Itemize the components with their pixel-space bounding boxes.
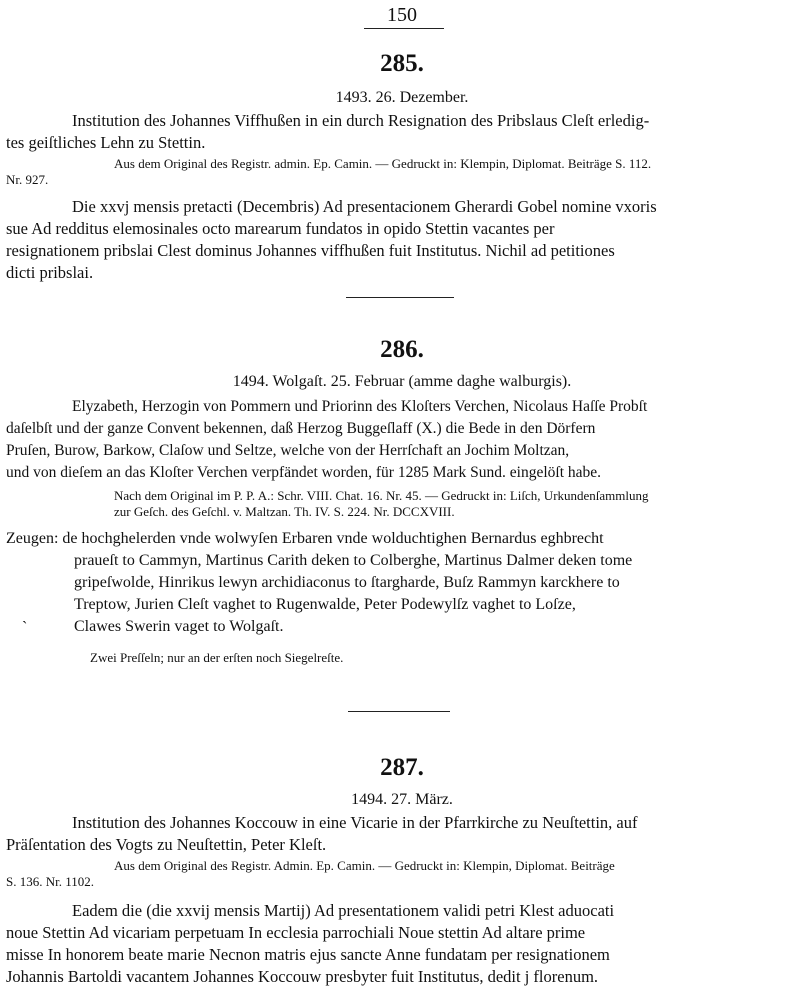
text-line: misse In honorem beate marie Necnon matris ejus sancte Anne fundatam per resignationem: [6, 945, 610, 964]
entry-text: [6, 900, 798, 988]
document-page: [6, 0, 798, 994]
entry-number: 286.: [380, 336, 424, 363]
regest-line: Institution des Johannes Viffhußen in ein durch Resignation des Pribslaus Cleſt erledig-: [72, 111, 650, 130]
entry-source: [6, 156, 798, 188]
text-line: resignationem pribslai Clest dominus Johannes viffhußen fuit Institutus. Nichil ad petitiones: [6, 241, 615, 260]
source-line: zur Geſch. des Geſchl. v. Maltzan. Th. IV. S. 224. Nr. DCCXVIII.: [114, 504, 455, 519]
entry-seal-note: [6, 650, 798, 666]
source-line: Nach dem Original im P. P. A.: Schr. VIII. Chat. 16. Nr. 45. — Gedruckt in: Liſch, Urkundenſammlung: [114, 488, 649, 503]
regest-line: und von dieſem an das Kloſter Verchen verpfändet worden, für 1285 Mark Sund. eingelöſt habe.: [6, 464, 602, 481]
witness-line-start: de hochghelerden vnde wolwyſen Erbaren vnde wolduchtighen Bernardus eghbrecht: [62, 530, 604, 547]
entry-divider: [348, 711, 450, 712]
note-line: Zwei Preſſeln; nur an der erſten noch Siegelreſte.: [90, 650, 344, 665]
text-line: Eadem die (die xxvij mensis Martij) Ad presentationem validi petri Klest aduocati: [72, 901, 615, 920]
witness-label: Zeugen:: [6, 530, 59, 547]
text-line: sue Ad redditus elemosinales octo marearum fundatos in opido Stettin vacantes per: [6, 219, 555, 238]
text-line: Johannis Bartoldi vacantem Johannes Koccouw presbyter fuit Institutus, dedit j florenum.: [6, 967, 599, 986]
entry-text: [6, 196, 798, 284]
entry-date: 1494. 27. März.: [351, 791, 453, 808]
page-number: 150: [387, 4, 417, 26]
stray-mark: `: [22, 619, 28, 636]
text-line: Clawes Swerin vaget to Wolgaſt.: [74, 618, 284, 635]
entry-regest: [6, 110, 798, 154]
text-line: [6, 528, 798, 550]
entry-regest: [6, 812, 798, 856]
page-number-rule: [364, 28, 444, 29]
regest-line: Elyzabeth, Herzogin von Pommern und Priorinn des Kloſters Verchen, Nicolaus Haſſe Probſt: [72, 398, 648, 415]
regest-line: tes geiſtliches Lehn zu Stettin.: [6, 133, 206, 152]
entry-witnesses: [6, 528, 798, 638]
regest-line: Pruſen, Burow, Barkow, Claſow und Seltze, welche von der Herrſchaft an Jochim Moltzan,: [6, 442, 570, 459]
entry-source: [6, 488, 798, 520]
entry-number: 285.: [380, 50, 424, 77]
entry-source: [6, 858, 798, 890]
text-line: Treptow, Jurien Cleſt vaghet to Rugenwalde, Peter Podewylſz vaghet to Loſze,: [74, 596, 576, 613]
regest-line: Institution des Johannes Koccouw in eine Vicarie in der Pfarrkirche zu Neuſtettin, auf: [72, 813, 638, 832]
source-line: Aus dem Original des Registr. admin. Ep. Camin. — Gedruckt in: Klempin, Diplomat. Beiträge S. 112.: [114, 156, 652, 171]
source-line: Aus dem Original des Registr. Admin. Ep. Camin. — Gedruckt in: Klempin, Diplomat. Beiträge: [114, 858, 615, 873]
entry-date: 1494. Wolgaſt. 25. Februar (amme daghe walburgis).: [232, 373, 572, 390]
text-line: dicti pribslai.: [6, 263, 94, 282]
entry-regest: [6, 396, 798, 484]
text-line: praueſt to Cammyn, Martinus Carith deken to Colberghe, Martinus Dalmer deken tome: [74, 552, 633, 569]
regest-line: Präſentation des Vogts zu Neuſtettin, Peter Kleſt.: [6, 835, 327, 854]
regest-line: daſelbſt und der ganze Convent bekennen, daß Herzog Buggeſlaff (X.) die Bede in den Dörfern: [6, 420, 596, 437]
text-line: Die xxvj mensis pretacti (Decembris) Ad presentacionem Gherardi Gobel nomine vxoris: [72, 197, 657, 216]
source-line: S. 136. Nr. 1102.: [6, 874, 94, 889]
source-line: Nr. 927.: [6, 172, 49, 187]
entry-date: 1493. 26. Dezember.: [335, 89, 469, 106]
entry-divider: [346, 297, 454, 298]
text-line: noue Stettin Ad vicariam perpetuam In ecclesia parrochiali Noue stettin Ad altare prime: [6, 923, 586, 942]
text-line: gripeſwolde, Hinrikus lewyn archidiaconus to ſtarghardе, Buſz Rammyn karckhere to: [74, 574, 620, 591]
entry-number: 287.: [380, 754, 424, 781]
